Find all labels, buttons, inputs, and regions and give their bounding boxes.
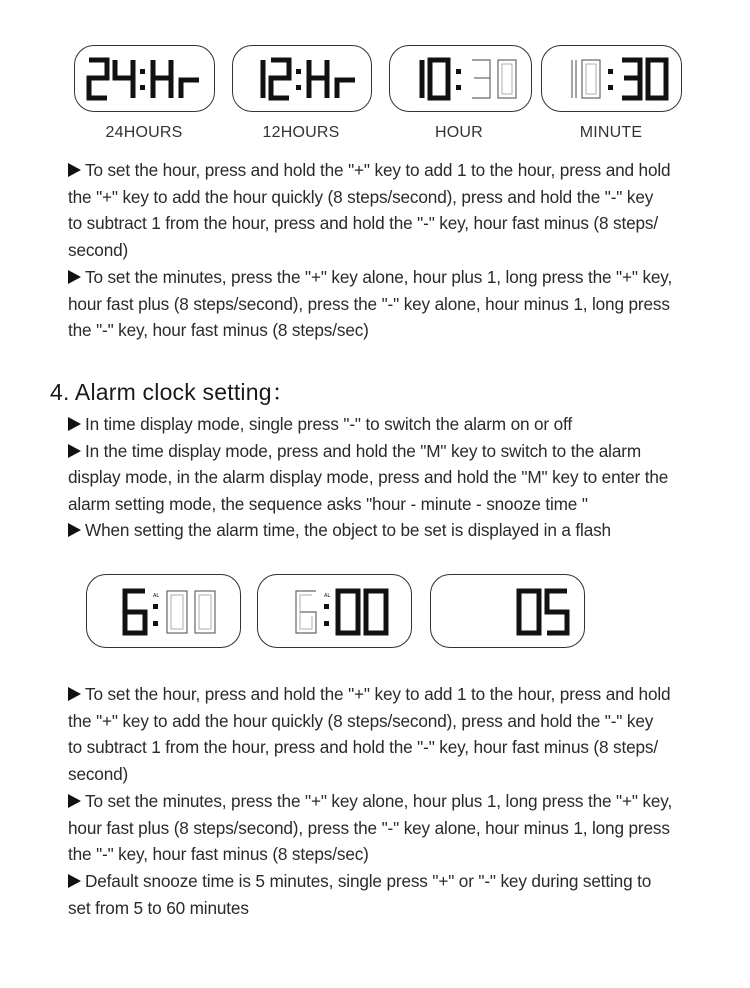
bullet-triangle-icon bbox=[68, 270, 81, 284]
hour-setting-paragraph bbox=[68, 157, 728, 263]
caption-hour: HOUR bbox=[435, 124, 483, 141]
bullet-triangle-icon bbox=[68, 687, 81, 701]
24-hours-display bbox=[74, 45, 215, 112]
alarm-minute-paragraph bbox=[68, 788, 728, 868]
bullet-triangle-icon bbox=[68, 794, 81, 808]
bullet-triangle-icon bbox=[68, 163, 81, 177]
alarm-instructions bbox=[68, 411, 728, 544]
text-line: the "-" key, hour fast minus (8 steps/sec) bbox=[68, 320, 369, 341]
text-line: the "+" key to add the hour quickly (8 steps/second), press and hold the "-" key bbox=[68, 710, 654, 731]
text-line: To set the minutes, press the "+" key alone, hour plus 1, long press the "+" key, bbox=[85, 791, 673, 811]
caption-minute: MINUTE bbox=[579, 124, 643, 141]
text-line: In time display mode, single press "-" to switch the alarm on or off bbox=[85, 414, 572, 434]
bullet-triangle-icon bbox=[68, 874, 81, 888]
alarm-minute-display bbox=[257, 574, 412, 648]
alarm-hour-display bbox=[86, 574, 241, 648]
minute-setting-display bbox=[541, 45, 682, 112]
lcd-alarm-hour bbox=[87, 575, 242, 649]
text-line: Default snooze time is 5 minutes, single press "+" or "-" key during setting to bbox=[85, 871, 652, 891]
hour-setting-display bbox=[389, 45, 532, 112]
text-line: To set the minutes, press the "+" key alone, hour plus 1, long press the "+" key, bbox=[85, 267, 673, 287]
text-line: to subtract 1 from the hour, press and hold the "-" key, hour fast minus (8 steps/ bbox=[68, 737, 658, 758]
caption-12hours: 12HOURS bbox=[262, 124, 340, 141]
text-line: set from 5 to 60 minutes bbox=[68, 897, 249, 918]
text-line: alarm setting mode, the sequence asks "hour - minute - snooze time " bbox=[68, 493, 588, 514]
bullet-triangle-icon bbox=[68, 444, 81, 458]
caption-24hours: 24HOURS bbox=[105, 124, 183, 141]
minute-setting-paragraph bbox=[68, 264, 728, 344]
lcd-snooze bbox=[431, 575, 586, 649]
lcd-24hr bbox=[75, 46, 216, 113]
text-line: When setting the alarm time, the object to be set is displayed in a flash bbox=[85, 520, 611, 541]
text-line: hour fast plus (8 steps/second), press the "-" key alone, hour minus 1, long press bbox=[68, 817, 670, 838]
al-indicator: AL bbox=[324, 593, 331, 599]
text-line: the "+" key to add the hour quickly (8 steps/second), press and hold the "-" key bbox=[68, 186, 654, 207]
lcd-alarm-minute bbox=[258, 575, 413, 649]
lcd-minute-flash bbox=[542, 46, 683, 113]
al-indicator: AL bbox=[153, 593, 160, 599]
bullet-triangle-icon bbox=[68, 417, 81, 431]
bullet-triangle-icon bbox=[68, 523, 81, 537]
text-line: In the time display mode, press and hold the "M" key to switch to the alarm bbox=[85, 440, 641, 461]
text-line: hour fast plus (8 steps/second), press the "-" key alone, hour minus 1, long press bbox=[68, 293, 670, 314]
alarm-hour-paragraph bbox=[68, 681, 728, 787]
alarm-section-heading: 4. Alarm clock setting： bbox=[50, 379, 295, 405]
lcd-hour-flash bbox=[390, 46, 533, 113]
text-line: display mode, in the alarm display mode, press and hold the "M" key to enter the bbox=[68, 467, 669, 488]
snooze-paragraph bbox=[68, 868, 728, 921]
text-line: the "-" key, hour fast minus (8 steps/sec) bbox=[68, 844, 369, 865]
text-line: to subtract 1 from the hour, press and hold the "-" key, hour fast minus (8 steps/ bbox=[68, 213, 658, 234]
12-hours-display bbox=[232, 45, 372, 112]
text-line: To set the hour, press and hold the "+" key to add 1 to the hour, press and hold bbox=[85, 160, 671, 180]
text-line: second) bbox=[68, 763, 129, 784]
text-line: second) bbox=[68, 239, 129, 260]
lcd-12hr bbox=[233, 46, 373, 113]
snooze-display bbox=[430, 574, 585, 648]
text-line: To set the hour, press and hold the "+" key to add 1 to the hour, press and hold bbox=[85, 684, 671, 704]
